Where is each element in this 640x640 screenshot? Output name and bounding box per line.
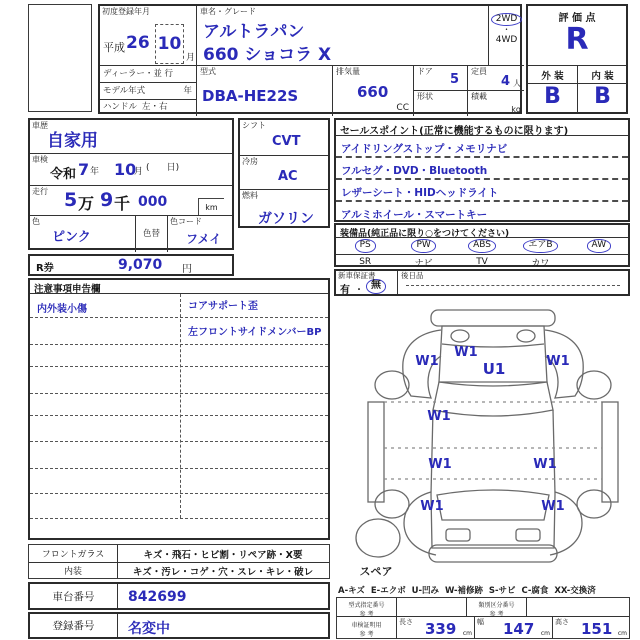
drivetrain-cell xyxy=(488,6,524,66)
cert-cell xyxy=(337,617,397,639)
inspection-month-unit: 月 xyxy=(134,167,144,177)
displacement-label: 排気量 xyxy=(336,67,360,76)
front-bumper-shape xyxy=(431,310,555,326)
sales-point-item: フルセグ・DVD・Bluetooth xyxy=(336,158,628,180)
notes-row-line xyxy=(30,344,328,345)
equipment-item-airbag: エアB xyxy=(511,239,569,252)
right-taillight-shape xyxy=(516,529,540,541)
notes-row-line xyxy=(30,393,328,394)
model-code-cell xyxy=(197,66,333,116)
first-registration-cell xyxy=(100,6,197,66)
history-value: 自家用 xyxy=(47,131,98,151)
interior-cond-label: 内装 xyxy=(63,567,82,577)
evaluation-box xyxy=(526,4,628,114)
notes-title: 注意事項申告欄 xyxy=(30,280,328,294)
equipment-item-navi: ナビ xyxy=(414,258,433,269)
damage-marker-front-right-fender: W1 xyxy=(546,354,570,369)
dealer-parallel-cell: ディーラー・並 行 xyxy=(100,66,197,83)
mileage-sen-unit: 千 xyxy=(114,194,131,213)
ac-label: 冷房 xyxy=(242,157,258,166)
inspection-day: ( 日) xyxy=(146,163,180,173)
name-grade-cell xyxy=(197,6,488,66)
reg-month-unit: 月 xyxy=(186,53,196,63)
damage-marker-left-front-door: W1 xyxy=(427,409,451,424)
width-value: 147 xyxy=(503,620,535,638)
note-item: 左フロントサイドメンバーBP xyxy=(188,327,322,338)
inspection-label: 車検 xyxy=(32,155,48,164)
ref-row2 xyxy=(337,617,629,639)
evaluation-title: 評 価 点 xyxy=(558,13,596,24)
mileage-man-unit: 万 xyxy=(78,194,95,213)
shift-label: シフト xyxy=(242,121,266,130)
capacity-value: 4 xyxy=(500,74,510,89)
note-item: 内外装小傷 xyxy=(37,304,87,315)
interior-label: 内 装 xyxy=(578,68,627,84)
right-side-rail-shape xyxy=(602,402,618,502)
warranty-dot: ・ xyxy=(354,285,364,296)
color-label: 色 xyxy=(32,217,40,226)
mileage-row xyxy=(30,186,232,216)
equipment-item-pw: PW xyxy=(394,239,452,252)
rear-left-wheel-shape xyxy=(375,490,409,518)
equipment-box xyxy=(334,223,630,267)
later-item-line xyxy=(406,285,620,286)
warranty-label: 新車保証書 xyxy=(338,271,376,280)
registration-value: 名変中 xyxy=(128,621,170,637)
reference-table xyxy=(336,597,630,639)
car-name: アルトラパン xyxy=(203,22,305,42)
color-row xyxy=(30,216,232,252)
damage-marker-right-quarter: W1 xyxy=(541,499,565,514)
ref-note: 参 考 xyxy=(489,611,504,618)
ref-row1 xyxy=(337,598,629,617)
doors-value: 5 xyxy=(449,72,459,87)
front-glass-options: キズ・飛石・ヒビ割・リペア跡・X要 xyxy=(143,549,303,561)
car-grade: 660 ショコラ X xyxy=(203,45,332,65)
sales-point-item: アルミホイール・スマートキー xyxy=(341,209,488,221)
mileage-sen: 9 xyxy=(100,189,114,211)
shift-cell xyxy=(240,120,328,156)
registration-label: 登録番号 xyxy=(30,614,118,637)
rear-window-shape xyxy=(437,490,549,520)
class-number-label: 類別区分番号 xyxy=(478,602,515,609)
fuel-label: 燃料 xyxy=(242,191,258,200)
ac-value: AC xyxy=(278,169,298,184)
class-number-value-cell xyxy=(527,598,629,616)
notes-row-line xyxy=(30,366,328,367)
height-cell xyxy=(553,617,629,639)
name-grade-label: 車名・グレード xyxy=(200,7,256,16)
right-body-side xyxy=(553,410,555,494)
damage-marker-hood: W1 xyxy=(454,345,478,360)
equipment-item-leather: カワ xyxy=(531,258,550,269)
model-code-label: 型式 xyxy=(200,67,216,76)
spare-tire-shape xyxy=(356,519,400,557)
length-unit: cm xyxy=(462,629,472,637)
notes-row-line xyxy=(30,317,328,318)
capacity-cell xyxy=(468,66,524,91)
damage-marker-left-rear-door: W1 xyxy=(428,457,452,472)
mileage-hundreds: 000 xyxy=(138,194,168,210)
displacement-cell xyxy=(333,66,414,116)
handle-options: 左・右 xyxy=(142,102,168,112)
doors-cell xyxy=(414,66,468,91)
equipment-plain-row xyxy=(336,255,628,269)
length-cell xyxy=(397,617,475,639)
rear-right-wheel-shape xyxy=(577,490,611,518)
load-label: 積載 xyxy=(471,92,487,101)
warranty-cell xyxy=(336,271,398,294)
inspection-era: 令和 xyxy=(50,167,77,182)
capacity-unit: 人 xyxy=(513,78,521,88)
width-unit: cm xyxy=(540,629,550,637)
color-change-cell xyxy=(135,216,168,252)
r-ticket-label: R券 xyxy=(36,263,54,274)
rear-body-shape xyxy=(431,494,555,548)
interior-cond-options: キズ・汚レ・コゲ・穴・スレ・キレ・破レ xyxy=(132,566,314,578)
width-label: 幅 xyxy=(477,618,484,626)
color-code-value: フメイ xyxy=(186,232,222,246)
handle-label: ハンドル xyxy=(103,102,138,112)
displacement-value: 660 xyxy=(357,83,389,101)
shape-cell xyxy=(414,91,468,116)
condition-table xyxy=(28,544,330,579)
left-headlight-shape xyxy=(451,330,469,342)
r-ticket-unit: 円 xyxy=(182,264,192,275)
load-cell xyxy=(468,91,524,116)
width-cell xyxy=(475,617,553,639)
color-change-label: 色替 xyxy=(142,228,160,239)
equipment-item-tv: TV xyxy=(476,257,488,267)
notes-row-line xyxy=(30,441,328,442)
model-designation-value-cell xyxy=(397,598,467,616)
ref-note: 参 考 xyxy=(359,611,374,618)
drivetrain-selected: 2WD xyxy=(491,13,523,26)
fuel-cell xyxy=(240,190,328,230)
equipment-item-ps: PS xyxy=(336,239,394,252)
ref-note: 参 考 xyxy=(359,631,374,638)
first-registration-label: 初度登録年月 xyxy=(102,7,150,16)
color-code-label: 色コード xyxy=(170,217,202,226)
r-ticket-box xyxy=(28,254,234,276)
exterior-score: B xyxy=(544,84,561,109)
sales-point-item: レザーシート・HIDヘッドライト xyxy=(336,180,628,202)
damage-marker-hood-center: U1 xyxy=(482,360,506,378)
shift-value: CVT xyxy=(272,134,301,149)
drivetrain-dot: ・ xyxy=(502,25,511,35)
notes-row-line xyxy=(30,493,328,494)
damage-marker-front-left-fender: W1 xyxy=(415,354,439,369)
load-unit: kg xyxy=(511,104,521,114)
inspection-year: 7 xyxy=(78,160,90,179)
height-value: 151 xyxy=(581,620,613,638)
notes-row-line xyxy=(30,415,328,416)
chassis-value: 842699 xyxy=(128,589,187,605)
damage-marker-left-quarter: W1 xyxy=(420,499,444,514)
drivetrain-unselected: 4WD xyxy=(495,35,518,46)
reg-month-value: 10 xyxy=(155,24,184,64)
equipment-item-sr: SR xyxy=(359,257,372,267)
top-left-empty-box xyxy=(28,4,92,112)
left-side-rail-shape xyxy=(368,402,384,502)
length-label: 長さ xyxy=(399,618,413,626)
equipment-item-aw: AW xyxy=(570,239,628,252)
length-value: 339 xyxy=(425,620,457,638)
front-glass-label: フロントガラス xyxy=(41,550,105,560)
model-designation-cell xyxy=(337,598,397,616)
registration-box xyxy=(28,612,330,639)
cert-label: 車検証明用 xyxy=(351,622,382,629)
equipment-title: 装備品(純正品に限り○をつけてください) xyxy=(336,225,628,238)
equipment-item-abs: ABS xyxy=(453,239,511,252)
warranty-yes: 有 xyxy=(340,285,350,296)
header-block xyxy=(98,4,522,114)
mileage-unit-cell xyxy=(198,198,224,215)
class-number-cell xyxy=(467,598,527,616)
history-label: 車歴 xyxy=(32,121,48,130)
history-row xyxy=(30,120,232,154)
notes-row-line xyxy=(30,468,328,469)
model-year-cell xyxy=(100,83,197,100)
capacity-label: 定員 xyxy=(471,67,487,76)
height-unit: cm xyxy=(617,629,627,637)
warranty-no: 無 xyxy=(366,279,386,294)
vehicle-info-block xyxy=(28,118,234,250)
r-ticket-amount: 9,070 xyxy=(118,257,163,273)
displacement-unit: CC xyxy=(396,102,409,113)
era-value: 平成 xyxy=(103,41,125,54)
equipment-circled-row xyxy=(336,238,628,255)
powertrain-box xyxy=(238,118,330,228)
height-label: 高さ xyxy=(555,618,569,626)
chassis-box xyxy=(28,582,330,610)
interior-score: B xyxy=(594,84,611,109)
ac-cell xyxy=(240,156,328,190)
notes-col-divider xyxy=(180,294,181,518)
model-year-unit: 年 xyxy=(183,86,192,96)
model-year-label: モデル年式 xyxy=(103,86,146,96)
right-headlight-shape xyxy=(517,330,535,342)
left-taillight-shape xyxy=(446,529,470,541)
mileage-man: 5 xyxy=(64,189,78,211)
note-item: コアサポート歪 xyxy=(188,301,258,312)
exterior-label: 外 装 xyxy=(528,68,577,84)
later-item-label: 後日品 xyxy=(401,271,424,280)
damage-legend: A-キズ E-エクボ U-凹み W-補修跡 S-サビ C-腐食 XX-交換済 xyxy=(338,586,596,596)
spare-label: スペア xyxy=(359,565,393,578)
evaluation-score: R xyxy=(565,22,589,57)
fuel-value: ガソリン xyxy=(258,211,314,227)
sales-points-title: セールスポイント(正常に機能するものに限ります) xyxy=(336,120,628,136)
front-left-wheel-shape xyxy=(375,371,409,399)
color-value: ピンク xyxy=(52,230,91,245)
model-designation-label: 型式指定番号 xyxy=(348,602,385,609)
vehicle-damage-diagram xyxy=(348,298,632,582)
sales-point-item: アイドリングストップ・メモリナビ xyxy=(336,136,628,158)
notes-box xyxy=(28,278,330,540)
windshield-shape xyxy=(433,382,553,416)
inspection-month: 10 xyxy=(114,160,137,179)
inspection-year-unit: 年 xyxy=(90,167,100,177)
model-code-value: DBA-HE22S xyxy=(202,87,299,105)
color-code-cell xyxy=(168,216,232,252)
inspection-row xyxy=(30,154,232,186)
warranty-box xyxy=(334,269,630,296)
shape-label: 形状 xyxy=(417,92,433,101)
damage-marker-right-rear-door: W1 xyxy=(533,457,557,472)
mileage-label: 走行 xyxy=(32,187,48,196)
reg-year-value: 26 xyxy=(126,33,150,53)
handle-cell xyxy=(100,100,197,116)
sales-points-box xyxy=(334,118,630,222)
front-right-wheel-shape xyxy=(577,371,611,399)
mileage-unit: km xyxy=(205,202,218,212)
chassis-label: 車台番号 xyxy=(30,584,118,608)
later-item-cell xyxy=(398,271,628,294)
doors-label: ドア xyxy=(417,67,433,76)
notes-row-line xyxy=(30,518,328,519)
